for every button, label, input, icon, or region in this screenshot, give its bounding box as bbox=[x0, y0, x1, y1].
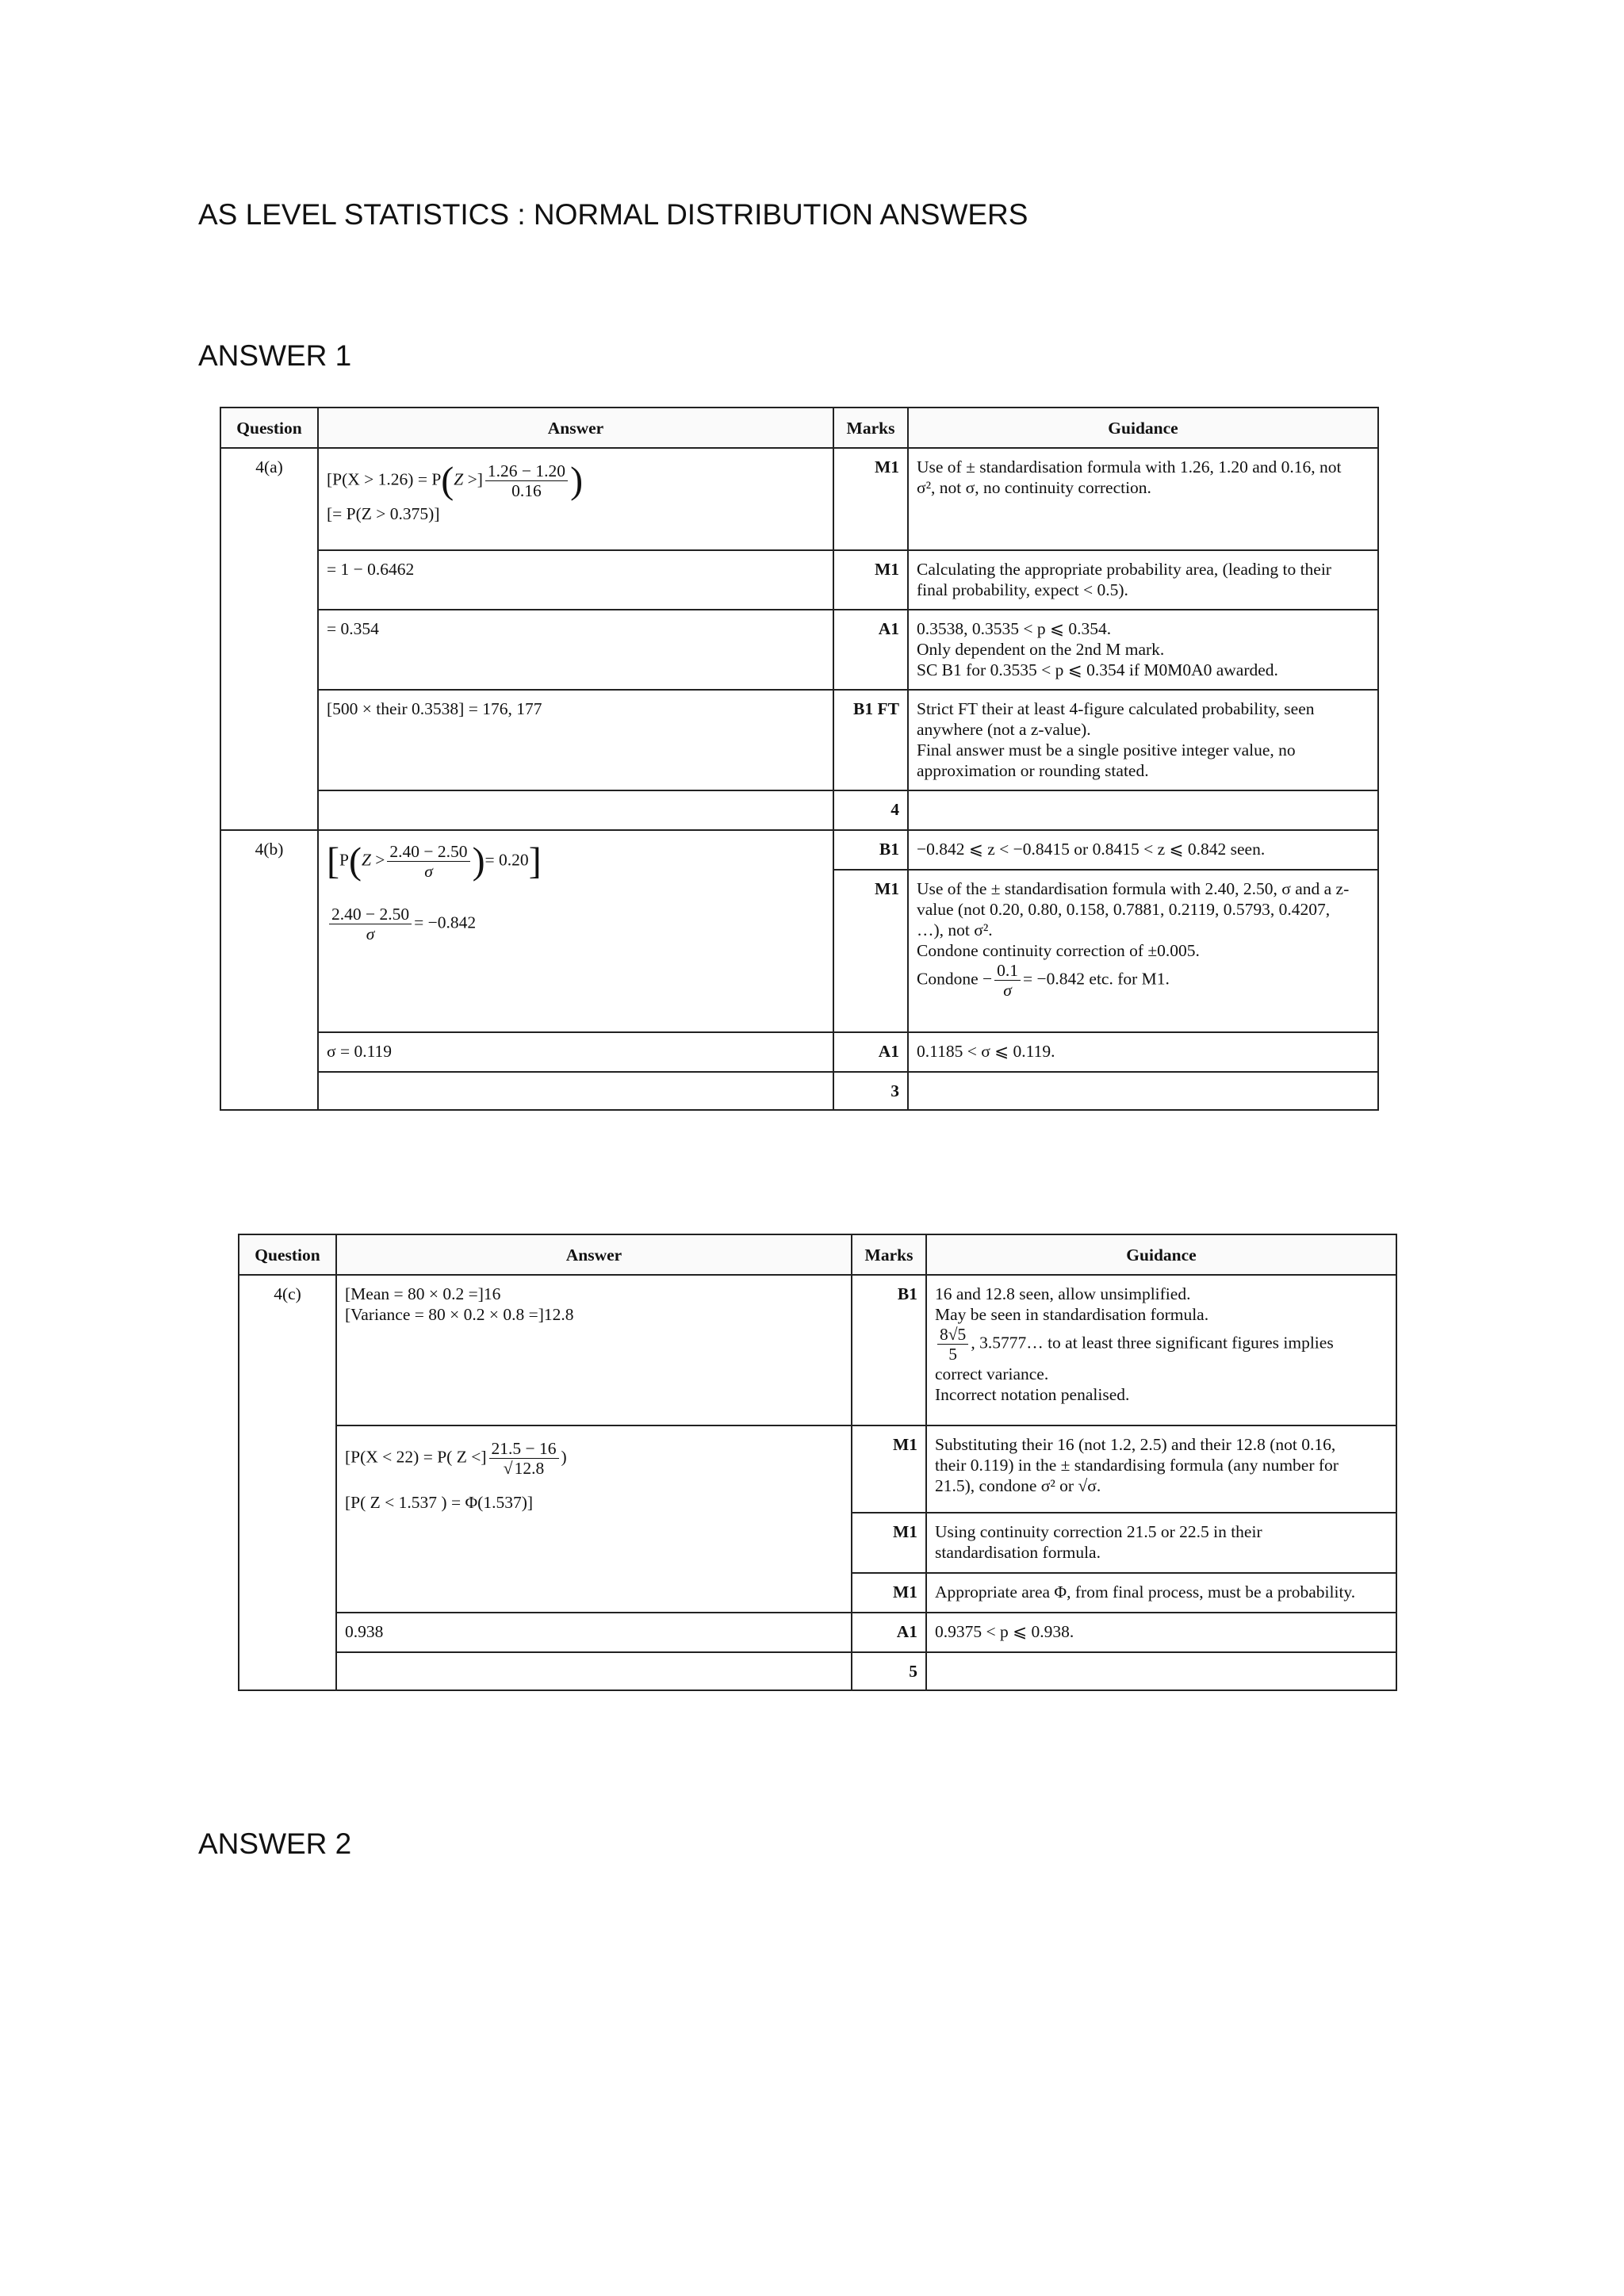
table-row-total bbox=[220, 1072, 1378, 1110]
fraction: $\frac{21.5 - 16}{√12.8}$ bbox=[489, 1439, 559, 1478]
header-question: Question bbox=[239, 1234, 336, 1275]
table-row bbox=[239, 1275, 1396, 1425]
table-row bbox=[220, 1032, 1378, 1072]
header-marks: Marks bbox=[852, 1234, 926, 1275]
guidance-cell: Strict FT their at least 4-figure calculated probability, seen anywhere (not a z-value). Final answer must be a single positive integer value, no approximation or rounding stated. bbox=[908, 690, 1378, 790]
answer-cell: σ = 0.119 bbox=[318, 1032, 833, 1072]
guidance-cell: Use of ± standardisation formula with 1.26, 1.20 and 0.16, not σ², not σ, no continuity correction. bbox=[908, 448, 1378, 550]
answer-cell: [P(X > 1.26) = P(Z >] $\frac{1.26 - 1.20}{0.16}$ ) [= P(Z > 0.375)] bbox=[318, 448, 833, 550]
question-number: 4(a) bbox=[220, 448, 318, 830]
mark-code: A1 bbox=[833, 1032, 908, 1072]
guidance-cell: Use of the ± standardisation formula with 2.40, 2.50, σ and a z- value (not 0.20, 0.80, 0.158, 0.7881, 0.2119, 0.5793, 0.4207, …), not σ². Condone continuity correction of ±0.005. Condone − $\frac{0.1}{\sigma}$ = −0.842 etc. for M1. bbox=[908, 870, 1378, 1032]
mark-code: M1 bbox=[852, 1573, 926, 1613]
header-answer: Answer bbox=[318, 408, 833, 448]
mark-code: M1 bbox=[852, 1513, 926, 1573]
table-row bbox=[220, 610, 1378, 690]
answer-2-heading: ANSWER 2 bbox=[198, 1827, 352, 1860]
header-question: Question bbox=[220, 408, 318, 448]
fraction: $\frac{1.26 - 1.20}{0.16}$ bbox=[485, 461, 568, 500]
mark-code: M1 bbox=[852, 1425, 926, 1513]
question-number: 4(b) bbox=[220, 830, 318, 1110]
answer-cell: [P(Z > $\frac{2.40 - 2.50}{\sigma}$ )= 0.20] $\frac{2.40 - 2.50}{\sigma}$ = −0.842 bbox=[318, 830, 833, 1032]
fraction: $\frac{2.40 - 2.50}{\sigma}$ bbox=[387, 842, 469, 881]
answer-cell: [500 × their 0.3538] = 176, 177 bbox=[318, 690, 833, 790]
table-header-row bbox=[239, 1234, 1396, 1275]
mark-code: A1 bbox=[852, 1613, 926, 1652]
mark-code: B1 bbox=[833, 830, 908, 870]
mark-code: M1 bbox=[833, 550, 908, 610]
table-row bbox=[220, 690, 1378, 790]
table-row bbox=[220, 830, 1378, 870]
guidance-cell: 0.1185 < σ ⩽ 0.119. bbox=[908, 1032, 1378, 1072]
question-number: 4(c) bbox=[239, 1275, 336, 1690]
fraction: $\frac{8√5}{5}$ bbox=[937, 1325, 968, 1364]
table-row bbox=[220, 448, 1378, 550]
table-row bbox=[220, 550, 1378, 610]
mark-total: 5 bbox=[852, 1652, 926, 1690]
fraction: $\frac{2.40 - 2.50}{\sigma}$ bbox=[329, 905, 412, 943]
mark-total: 4 bbox=[833, 790, 908, 830]
fraction: $\frac{0.1}{\sigma}$ bbox=[994, 961, 1021, 1000]
mark-scheme-table-2 bbox=[238, 1234, 1397, 1691]
mark-code: B1 FT bbox=[833, 690, 908, 790]
answer-1-heading: ANSWER 1 bbox=[198, 339, 352, 372]
answer-cell: = 0.354 bbox=[318, 610, 833, 690]
table-row-total bbox=[220, 790, 1378, 830]
table-row-total bbox=[239, 1652, 1396, 1690]
table-row bbox=[239, 1425, 1396, 1513]
guidance-cell: Calculating the appropriate probability area, (leading to their final probability, expect < 0.5). bbox=[908, 550, 1378, 610]
mark-code: M1 bbox=[833, 448, 908, 550]
header-answer: Answer bbox=[336, 1234, 852, 1275]
table-header-row bbox=[220, 408, 1378, 448]
answer-text: [P(X > 1.26) = P bbox=[327, 469, 442, 489]
guidance-cell: 0.3538, 0.3535 < p ⩽ 0.354. Only dependent on the 2nd M mark. SC B1 for 0.3535 < p ⩽ 0.354 if M0M0A0 awarded. bbox=[908, 610, 1378, 690]
mark-scheme-table-1 bbox=[220, 407, 1379, 1111]
answer-cell: [Mean = 80 × 0.2 =]16 [Variance = 80 × 0.2 × 0.8 =]12.8 bbox=[336, 1275, 852, 1425]
mark-code: A1 bbox=[833, 610, 908, 690]
answer-cell: = 1 − 0.6462 bbox=[318, 550, 833, 610]
guidance-cell: Substituting their 16 (not 1.2, 2.5) and their 12.8 (not 0.16, their 0.119) in the ± standardising formula (any number for 21.5), condone σ² or √σ. bbox=[926, 1425, 1396, 1513]
mark-code: M1 bbox=[833, 870, 908, 1032]
mark-code: B1 bbox=[852, 1275, 926, 1425]
guidance-cell: 16 and 12.8 seen, allow unsimplified. May be seen in standardisation formula. $\frac{8√5}{5}$ , 3.5777… to at least three significant figures implies correct variance. Incorrect notation penalised. bbox=[926, 1275, 1396, 1425]
guidance-cell: 0.9375 < p ⩽ 0.938. bbox=[926, 1613, 1396, 1652]
answer-cell: [P(X < 22) = P( Z <] $\frac{21.5 - 16}{√12.8}$ ) [P( Z < 1.537 ) = Φ(1.537)] bbox=[336, 1425, 852, 1613]
mark-total: 3 bbox=[833, 1072, 908, 1110]
header-guidance: Guidance bbox=[926, 1234, 1396, 1275]
answer-cell: 0.938 bbox=[336, 1613, 852, 1652]
header-marks: Marks bbox=[833, 408, 908, 448]
header-guidance: Guidance bbox=[908, 408, 1378, 448]
answer-text: [= P(Z > 0.375)] bbox=[327, 504, 440, 523]
guidance-cell: Using continuity correction 21.5 or 22.5 in their standardisation formula. bbox=[926, 1513, 1396, 1573]
guidance-cell: Appropriate area Φ, from final process, must be a probability. bbox=[926, 1573, 1396, 1613]
page-title: AS LEVEL STATISTICS : NORMAL DISTRIBUTION ANSWERS bbox=[198, 198, 1028, 231]
table-row bbox=[239, 1613, 1396, 1652]
guidance-cell: −0.842 ⩽ z < −0.8415 or 0.8415 < z ⩽ 0.842 seen. bbox=[908, 830, 1378, 870]
